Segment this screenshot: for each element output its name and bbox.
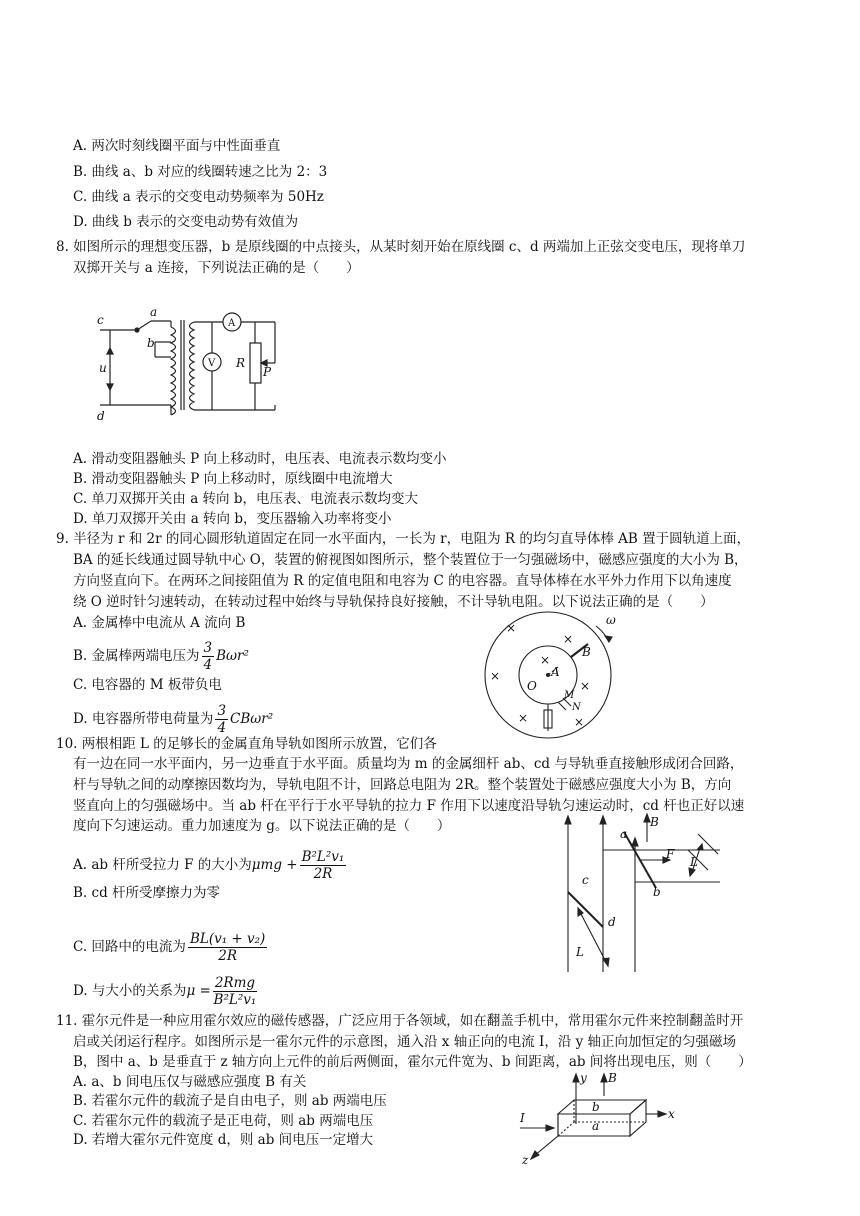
- label-f: F: [666, 847, 675, 861]
- label-z: z: [522, 1153, 529, 1167]
- ammeter-label: A: [228, 318, 236, 329]
- fraction-three-quarters: $\frac{3}{4}$: [203, 640, 213, 673]
- q9-stem-line4: 绕 O 逆时针匀速转动，在转动过程中始终与导轨保持良好接触，不计导轨电阻。以下说法正确的是（ ）: [73, 594, 714, 610]
- label-y: y: [580, 1071, 587, 1085]
- q10-option-d-fraction: $\frac{\text{2Rmg}}{\text{B²L²v₁}}$: [213, 975, 257, 1008]
- omega-label: ω: [606, 613, 616, 627]
- q10-stem-line3: 杆与导轨之间的动摩擦因数均为，导轨电阻不计，回路总电阻为 2R。整个装置处于磁感应强度大小为 B，方向: [73, 777, 732, 793]
- q10-option-c: [73, 931, 269, 964]
- q9-option-d: [73, 703, 273, 736]
- fraction-three-quarters: $\frac{3}{4}$: [217, 703, 227, 736]
- q8-option-a: A. 滑动变阻器触头 P 向上移动时，电压表、电流表示数均变小: [73, 451, 447, 467]
- q11-option-d: D. 若增大霍尔元件宽度 d，则 ab 间电压一定增大: [73, 1132, 374, 1148]
- label-l-upper: L: [690, 855, 698, 869]
- q10-option-b: B. cd 杆所受摩擦力为零: [73, 885, 220, 901]
- cross-mark: ×: [574, 715, 585, 729]
- q7-option-b: B. 曲线 a、b 对应的线圈转速之比为 2：3: [73, 164, 328, 180]
- q9-option-b-expr: Bωr²: [216, 648, 249, 664]
- q7-option-a: A. 两次时刻线圈平面与中性面垂直: [73, 138, 281, 154]
- q9-option-c: C. 电容器的 M 板带负电: [73, 677, 222, 693]
- q10-option-c-fraction: $\frac{\text{BL(v₁ + v₂)}}{2R}$: [189, 931, 266, 964]
- q11-option-c: C. 若霍尔元件的载流子是正电荷，则 ab 两端电压: [73, 1113, 374, 1129]
- q9-option-a: A. 金属棒中电流从 A 流向 B: [73, 615, 246, 631]
- q9-option-d-expr: CBωr²: [230, 711, 274, 727]
- label-p: P: [263, 365, 272, 379]
- q10-stem-line1: 10. 两根相距 L 的足够长的金属直角导轨如图所示放置，它们各: [56, 736, 437, 752]
- hall-element-diagram: [512, 1072, 682, 1167]
- label-n: N: [572, 702, 581, 713]
- q8-option-b: B. 滑动变阻器触头 P 向上移动时，原线圈中电流增大: [73, 471, 393, 487]
- q11-stem-line3: B，图中 a、b 是垂直于 z 轴方向上元件的前后两侧面，霍尔元件宽为、b 间距离，ab 间将出现电压，则（ ）: [73, 1054, 752, 1070]
- label-a: a: [620, 827, 628, 841]
- label-b-face: b: [592, 1100, 600, 1114]
- label-b: B: [582, 645, 591, 659]
- q10-option-d: [73, 975, 259, 1008]
- q11-stem-line2: 启或关闭运行程序。如图所示是一霍尔元件的示意图，通入沿 x 轴正向的电流 I，沿 y 轴正向加恒定的匀强磁场: [73, 1034, 737, 1050]
- label-b: b: [147, 336, 155, 350]
- voltmeter-label: V: [208, 358, 216, 369]
- q10-option-d-text: D. 与大小的关系为: [73, 983, 187, 999]
- label-a: A: [551, 665, 560, 679]
- label-d: d: [97, 409, 105, 423]
- q10-option-a-fraction: $\frac{\text{B²L²v₁}}{2R}$: [301, 849, 345, 882]
- label-x: x: [668, 1107, 675, 1121]
- cross-mark: ×: [563, 632, 574, 646]
- concentric-rings-diagram: [478, 610, 623, 740]
- label-a-face: a: [592, 1119, 600, 1133]
- label-l-lower: L: [576, 945, 584, 959]
- label-m: M: [564, 690, 575, 701]
- q10-option-a: [73, 849, 348, 882]
- label-b-field: B: [608, 1071, 617, 1085]
- label-a: a: [150, 305, 158, 319]
- cross-mark: ×: [540, 653, 551, 667]
- q9-stem-line2: BA 的延长线通过圆导轨中心 O，装置的俯视图如图所示，整个装置位于一匀强磁场中，磁感应强度的大小为 B，: [73, 552, 748, 568]
- q10-option-a-text: A. ab 杆所受拉力 F 的大小为: [73, 857, 252, 873]
- q11-option-b: B. 若霍尔元件的载流子是自由电子，则 ab 两端电压: [73, 1093, 387, 1109]
- q9-stem-line3: 方向竖直向下。在两环之间接阻值为 R 的定值电阻和电容为 C 的电容器。直导体棒在水平外力作用下以角速度: [73, 573, 732, 589]
- label-r: R: [236, 356, 246, 370]
- label-b: b: [653, 885, 661, 899]
- q7-option-c: C. 曲线 a 表示的交变电动势频率为 50Hz: [73, 189, 324, 205]
- label-u: u: [99, 361, 107, 375]
- q10-stem-line5: 度向下匀速运动。重力加速度为 g。以下说法正确的是（ ）: [73, 818, 451, 834]
- cross-mark: ×: [580, 679, 591, 693]
- q8-stem-line2: 双掷开关与 a 连接，下列说法正确的是（ ）: [73, 260, 360, 276]
- label-c: c: [97, 313, 104, 327]
- label-o: O: [527, 679, 537, 693]
- q9-option-b-text: B. 金属棒两端电压为: [73, 648, 200, 664]
- q8-option-d: D. 单刀双掷开关由 a 转向 b，变压器输入功率将变小: [73, 511, 392, 527]
- cross-mark: ×: [518, 711, 529, 725]
- q10-stem-line2: 有一边在同一水平面内，另一边垂直于水平面。质量均为 m 的金属细杆 ab、cd 与导轨垂直接触形成闭合回路，: [73, 756, 744, 772]
- q8-stem-line1: 8. 如图所示的理想变压器，b 是原线圈的中点接头，从某时刻开始在原线圈 c、d 两端加上正弦交变电压，现将单刀: [56, 239, 746, 255]
- label-c: c: [582, 873, 589, 887]
- cross-mark: ×: [490, 669, 501, 683]
- label-i: I: [520, 1111, 525, 1125]
- transformer-circuit-diagram: [95, 300, 285, 425]
- q10-option-a-lead: μmg +: [251, 857, 298, 873]
- q11-option-a: A. a、b 间电压仅与磁感应强度 B 有关: [73, 1074, 307, 1090]
- q9-option-b: [73, 640, 249, 673]
- q10-option-c-text: C. 回路中的电流为: [73, 939, 186, 955]
- q9-option-d-text: D. 电容器所带电荷量为: [73, 711, 214, 727]
- q10-stem-line4: 竖直向上的匀强磁场中。当 ab 杆在平行于水平导轨的拉力 F 作用下以速度沿导轨匀速运动时，cd 杆也正好以速: [73, 798, 745, 814]
- q9-stem-line1: 9. 半径为 r 和 2r 的同心圆形轨道固定在同一水平面内，一长为 r，电阻为 R 的均匀直导体棒 AB 置于圆轨道上面，: [56, 531, 751, 547]
- label-d: d: [608, 915, 616, 929]
- q8-option-c: C. 单刀双掷开关由 a 转向 b，电压表、电流表示数均变大: [73, 491, 418, 507]
- q7-option-d: D. 曲线 b 表示的交变电动势有效值为: [73, 214, 299, 230]
- label-b-field: B: [650, 815, 659, 829]
- q11-stem-line1: 11. 霍尔元件是一种应用霍尔效应的磁传感器，广泛应用于各领域，如在翻盖手机中，常用霍尔元件来控制翻盖时开: [56, 1013, 744, 1029]
- q10-option-d-lead: μ =: [186, 983, 211, 999]
- right-angle-rails-diagram: [560, 812, 730, 972]
- cross-mark: ×: [506, 621, 517, 635]
